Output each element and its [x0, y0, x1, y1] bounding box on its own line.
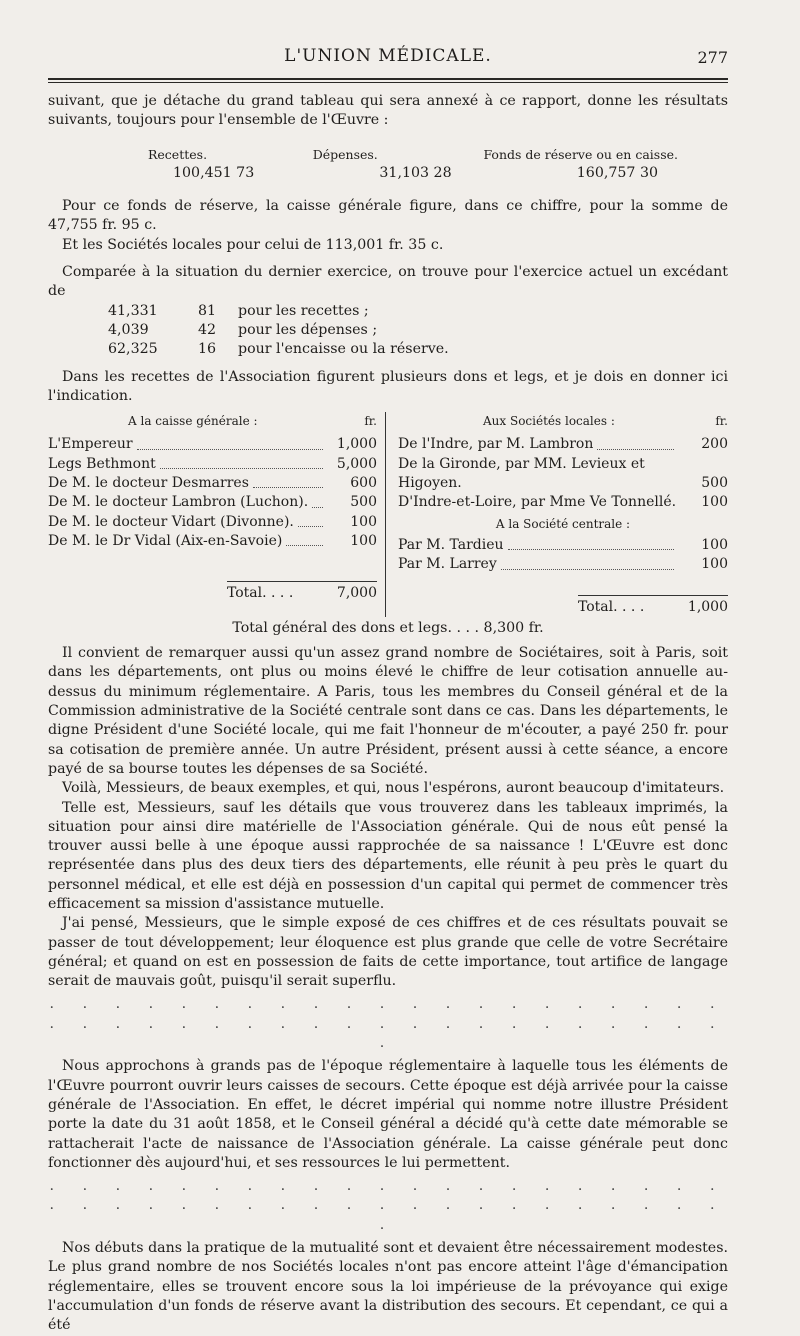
column-heading: Aux Sociétés locales : — [483, 414, 615, 429]
unit-label: fr. — [715, 414, 728, 429]
expenses-value: 31,103 28 — [379, 164, 452, 181]
table-row: D'Indre-et-Loire, par Mme Ve Tonnellé. 100 — [398, 494, 728, 511]
table-row: De la Gironde, par MM. Levieux et Higoyen. 500 — [398, 455, 728, 492]
column-heading: A la caisse générale : — [128, 414, 258, 429]
donations-general-column — [48, 412, 386, 617]
table-row: Par M. Tardieu 100 — [398, 536, 728, 553]
paragraph-11: Nos débuts dans la pratique de la mutualité sont et devaient être nécessairement modestes. Le plus grand nombre de nos Sociétés locales n'ont pas encore atteint l'âge d'émancipation réglementaire, elles se trouvent encore sous la loi impérieuse de la prévoyance qui exige l'accumulation d'un fonds de réserve avant la distribution des secours. Et cependant, ce qui a été — [48, 1240, 728, 1334]
left-total: Total. . . . 7,000 — [48, 581, 377, 603]
list-item: 4,039 42 pour les dépenses ; — [108, 321, 378, 338]
paragraph-2: Pour ce fonds de réserve, la caisse générale figure, dans ce chiffre, pour la somme de 47,755 fr. 95 c. — [48, 198, 728, 234]
receipts-label: Recettes. — [148, 146, 208, 162]
reserve-value: 160,757 30 — [576, 164, 658, 181]
paragraph-7: Voilà, Messieurs, de beaux exemples, et qui, nous l'espérons, auront beaucoup d'imitateurs. — [62, 780, 725, 797]
table-row: De M. le docteur Desmarres 600 — [48, 475, 377, 492]
body-text — [48, 92, 728, 1336]
paragraph-10: Nous approchons à grands pas de l'époque réglementaire à laquelle tous les éléments de l'Œuvre pourront ouvrir leurs caisses de secours. Cette époque est déjà arrivée pour la caisse générale de l'Association. En effet, le décret impérial qui nomme notre illustre Président porte la date du 31 août 1858, et le Conseil général a décidé qu'à cette date mémorable se rattacherait l'acte de naissance de l'Association générale. La caisse générale peut donc fonctionner dès aujourd'hui, et ses ressources le lui permettent. — [48, 1058, 728, 1171]
receipts-value: 100,451 73 — [173, 164, 255, 181]
separator-dots: . . . . . . . . . . . . . . . . . . . . . . . . . . . . . . . . . . . . . . . . . . . — [49, 996, 727, 1052]
list-item: 41,331 81 pour les recettes ; — [108, 302, 369, 319]
table-row: De M. le docteur Lambron (Luchon). 500 — [48, 494, 377, 511]
separator-dots: . . . . . . . . . . . . . . . . . . . . . . . . . . . . . . . . . . . . . . . . . . . — [49, 1178, 727, 1233]
grand-total: Total général des dons et legs. . . . 8,300 fr. — [232, 619, 544, 636]
paragraph-1: suivant, que je détache du grand tableau qui sera annexé à ce rapport, donne les résultats suivants, toujours pour l'ensemble de l'Œuvre : — [48, 93, 728, 129]
paragraph-6: Il convient de remarquer aussi qu'un assez grand nombre de Sociétaires, soit à Paris, soit dans les départements, ont plus ou moins élevé le chiffre de leur cotisation annuelle au-dessus du minimum réglementaire. A Paris, tous les membres du Conseil général et de la Commission administrative de la Société centrale sont dans ce cas. Dans les départements, le digne Président d'une Société locale, qui me fait l'honneur de m'écouter, a payé 250 fr. pour sa cotisation de première année. Un autre Président, présent aussi à cette séance, a encore payé de sa bourse toutes les dépenses de sa Société. — [48, 645, 728, 777]
paragraph-8: Telle est, Messieurs, sauf les détails que vous trouverez dans les tableaux imprimés, la situation pour ainsi dire matérielle de l'Association générale. Qui de nous eût pensé la trouver aussi belle à une époque aussi rapprochée de sa naissance ! L'Œuvre est donc représentée dans plus des deux tiers des départements, elle réunit à peu près le quart du personnel médical, et elle est déjà en possession d'un capital qui permet de commencer très efficacement sa mission d'assistance mutuelle. — [48, 799, 728, 912]
header-rule — [48, 78, 728, 83]
summary-values — [48, 164, 728, 183]
paragraph-5: Dans les recettes de l'Association figurent plusieurs dons et legs, et je dois en donner ici l'indication. — [48, 368, 728, 404]
reserve-label: Fonds de réserve ou en caisse. — [483, 146, 678, 162]
paragraph-9: J'ai pensé, Messieurs, que le simple exposé de ces chiffres et de ces résultats pouvait se passer de tout développement; leur éloquence est plus grande que celle de votre Secrétaire général; et quand on est en possession de faits de cette importance, tout artifice de langage serait de mauvais goût, puisqu'il serait superflu. — [48, 915, 728, 990]
paragraph-3: Et les Sociétés locales pour celui de 113,001 fr. 35 c. — [62, 236, 444, 253]
table-row: Par M. Larrey 100 — [398, 556, 728, 573]
table-row: Legs Bethmont 5,000 — [48, 455, 377, 472]
table-row: De M. le docteur Vidart (Divonne). 100 — [48, 513, 377, 530]
paragraph-4: Comparée à la situation du dernier exercice, on trouve pour l'exercice actuel un excédant de — [48, 264, 728, 300]
running-title: L'UNION MÉDICALE. — [284, 46, 492, 66]
unit-label: fr. — [364, 414, 377, 429]
donations-local-column — [386, 412, 728, 617]
table-row: De M. le Dr Vidal (Aix-en-Savoie) 100 — [48, 532, 377, 549]
page-number: 277 — [697, 48, 728, 67]
excess-list — [108, 302, 728, 360]
running-header — [48, 46, 728, 76]
table-row: De l'Indre, par M. Lambron 200 — [398, 436, 728, 453]
table-row: L'Empereur 1,000 — [48, 436, 377, 453]
summary-labels — [48, 145, 728, 164]
sub-heading: A la Société centrale : — [495, 516, 631, 531]
donations-table — [48, 412, 728, 617]
list-item: 62,325 16 pour l'encaisse ou la réserve. — [108, 341, 449, 358]
right-total: Total. . . . 1,000 — [398, 595, 728, 617]
expenses-label: Dépenses. — [312, 146, 378, 162]
